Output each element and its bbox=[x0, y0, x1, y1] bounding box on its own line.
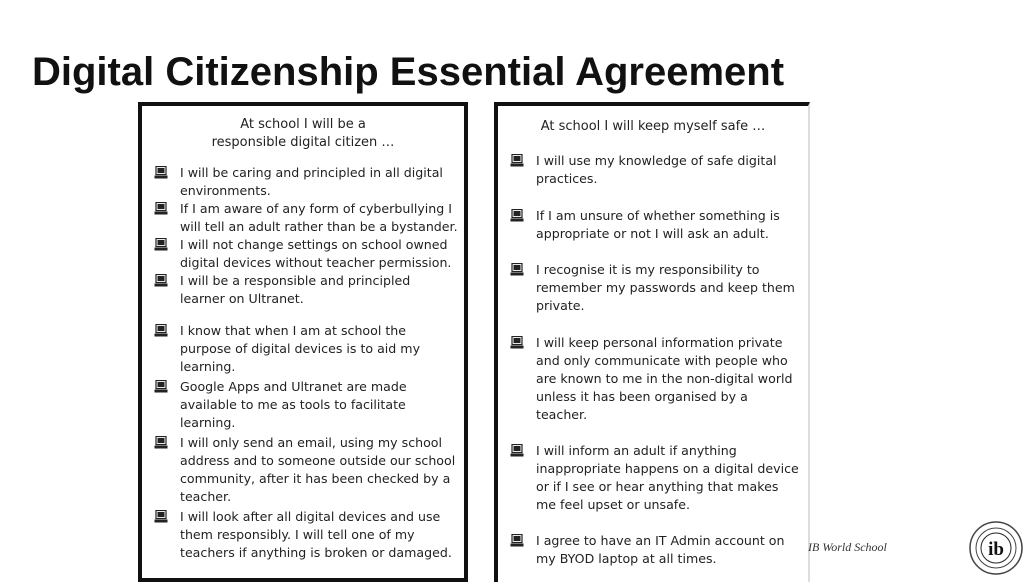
list-item: I will not change settings on school owned digital devices without teacher permission. bbox=[142, 236, 464, 272]
list-item: I will only send an email, using my school address and to someone outside our school community, after it has been checked by a teacher. bbox=[142, 434, 464, 506]
keep-safe-panel bbox=[494, 102, 810, 582]
panel-heading-responsible bbox=[148, 116, 458, 152]
list-item: I will use my knowledge of safe digital practices. bbox=[498, 152, 808, 188]
laptop-icon bbox=[154, 166, 168, 179]
laptop-icon bbox=[510, 534, 524, 547]
list-item: If I am unsure of whether something is appropriate or not I will ask an adult. bbox=[498, 207, 808, 243]
ib-world-school-text: IB World School bbox=[808, 540, 887, 554]
laptop-icon bbox=[154, 436, 168, 449]
list-item: If I am aware of any form of cyberbullying I will tell an adult rather than be a bystander. bbox=[142, 200, 464, 236]
list-item: I will be caring and principled in all digital environments. bbox=[142, 164, 464, 200]
laptop-icon bbox=[154, 274, 168, 287]
slide-title: Digital Citizenship Essential Agreement bbox=[32, 50, 785, 94]
panel-heading-line: At school I will be a bbox=[240, 117, 366, 132]
laptop-icon bbox=[154, 238, 168, 251]
list-item: I will inform an adult if anything inappropriate happens on a digital device or if I see or hear anything that makes me feel upset or unsafe. bbox=[498, 442, 808, 514]
laptop-icon bbox=[510, 263, 524, 276]
panel-heading-line: responsible digital citizen … bbox=[211, 135, 395, 150]
ib-logo-letters: ib bbox=[988, 539, 1004, 560]
list-item: I agree to have an IT Admin account on my BYOD laptop at all times. bbox=[498, 532, 808, 568]
list-item: I will look after all digital devices and use them responsibly. I will tell one of my teachers if anything is broken or damaged. bbox=[142, 508, 464, 562]
responsible-list bbox=[142, 164, 464, 562]
list-item: I recognise it is my responsibility to remember my passwords and keep them private. bbox=[498, 261, 808, 315]
laptop-icon bbox=[154, 380, 168, 393]
laptop-icon bbox=[154, 510, 168, 523]
laptop-icon bbox=[510, 209, 524, 222]
laptop-icon bbox=[154, 202, 168, 215]
list-item: I know that when I am at school the purpose of digital devices is to aid my learning. bbox=[142, 322, 464, 376]
laptop-icon bbox=[154, 324, 168, 337]
laptop-icon bbox=[510, 336, 524, 349]
list-item: I will be a responsible and principled learner on Ultranet. bbox=[142, 272, 464, 308]
laptop-icon bbox=[510, 154, 524, 167]
panel-heading-safe: At school I will keep myself safe … bbox=[540, 119, 766, 134]
ib-logo-icon bbox=[968, 520, 1024, 576]
keep-safe-list bbox=[498, 152, 808, 568]
laptop-icon bbox=[510, 444, 524, 457]
list-item: Google Apps and Ultranet are made available to me as tools to facilitate learning. bbox=[142, 378, 464, 432]
list-item: I will keep personal information private and only communicate with people who are known to me in the non-digital world unless it has been organised by a teacher. bbox=[498, 334, 808, 424]
responsible-citizen-panel bbox=[138, 102, 468, 582]
